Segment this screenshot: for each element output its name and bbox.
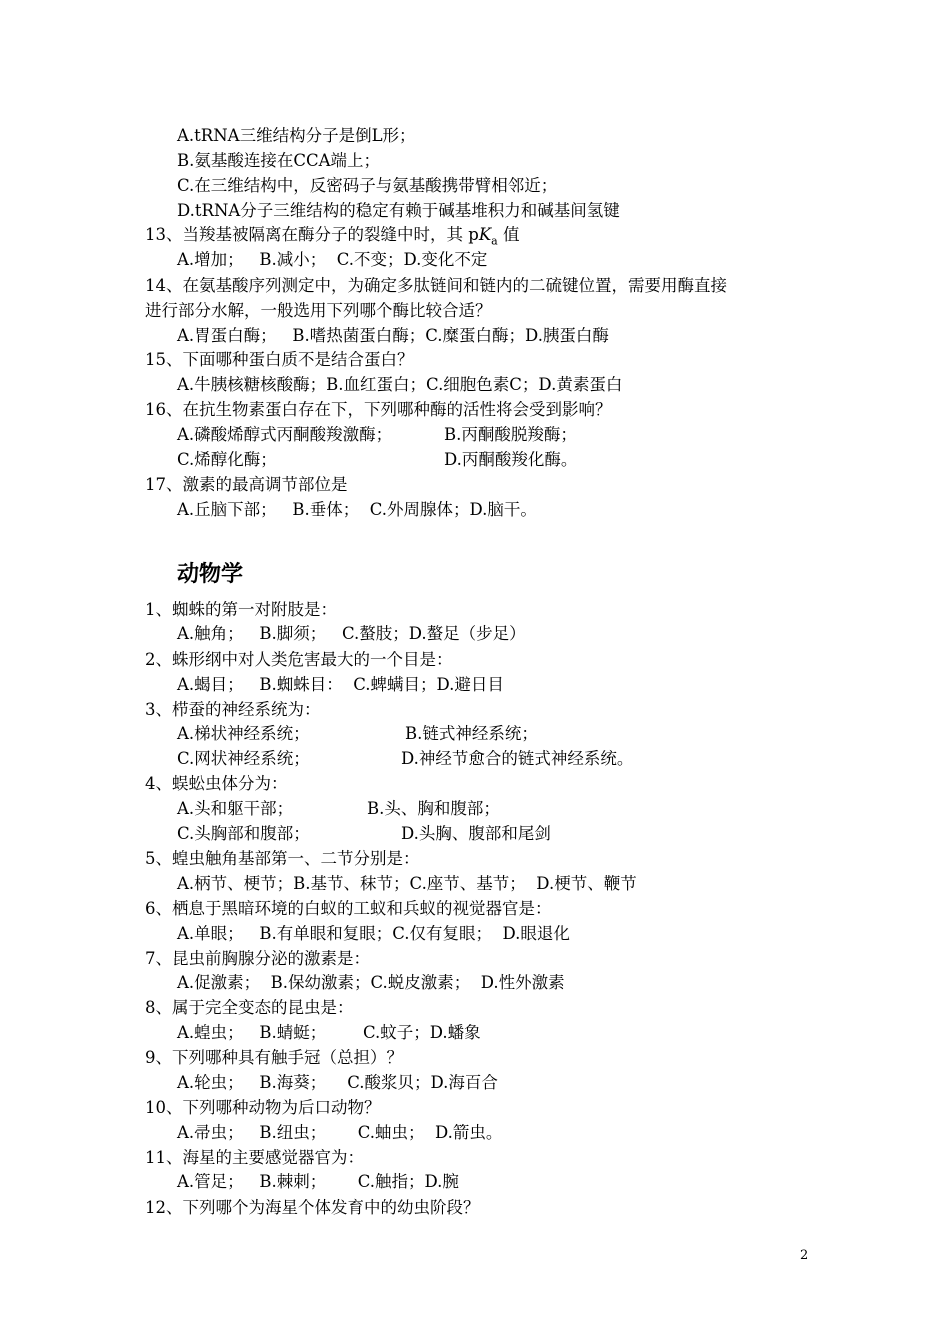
question-14-line1: 14、在氨基酸序列测定中，为确定多肽链间和链内的二硫键位置，需要用酶直接 — [145, 276, 727, 295]
zoo-question-1-options: A.触角； B.脚须； C.螯肢；D.螯足（步足） — [177, 624, 526, 643]
option-line: B.氨基酸连接在CCA端上； — [177, 151, 381, 170]
zoo-question-5-options: A.柄节、梗节；B.基节、秣节；C.座节、基节； D.梗节、鞭节 — [177, 874, 637, 893]
zoo-question-3: 3、栉蚕的神经系统为： — [145, 700, 321, 719]
zoo-question-3-option-c: C.网状神经系统； — [177, 749, 310, 768]
zoo-question-10: 10、下列哪种动物为后口动物？ — [145, 1098, 381, 1117]
zoo-question-4: 4、蜈蚣虫体分为： — [145, 774, 288, 793]
zoo-question-1: 1、蜘蛛的第一对附肢是： — [145, 600, 337, 619]
zoo-question-3-option-d: D.神经节愈合的链式神经系统。 — [401, 749, 634, 768]
zoo-question-9: 9、下列哪种具有触手冠（总担）？ — [145, 1048, 403, 1067]
zoo-question-8: 8、属于完全变态的昆虫是： — [145, 998, 354, 1017]
option-line: C.在三维结构中，反密码子与氨基酸携带臂相邻近； — [177, 176, 558, 195]
question-17-options: A.丘脑下部； B.垂体； C.外周腺体；D.脑干。 — [177, 500, 537, 519]
zoo-question-8-options: A.蝗虫； B.蜻蜓； C.蚊子；D.蟠象 — [177, 1023, 481, 1042]
zoo-question-4-option-d: D.头胸、腹部和尾剑 — [401, 824, 551, 843]
question-14-options: A.胃蛋白酶； B.嗜热菌蛋白酶；C.糜蛋白酶；D.胰蛋白酶 — [177, 326, 609, 345]
question-16-option-d: D.丙酮酸羧化酶。 — [444, 450, 578, 469]
zoo-question-3-option-a: A.梯状神经系统； — [177, 724, 310, 743]
zoo-question-4-option-c: C.头胸部和腹部； — [177, 824, 310, 843]
zoo-question-4-option-a: A.头和躯干部； — [177, 799, 294, 818]
page-number: 2 — [800, 1248, 809, 1263]
zoo-question-4-option-b: B.头、胸和腹部； — [367, 799, 500, 818]
zoo-question-6: 6、栖息于黑暗环境的白蚁的工蚁和兵蚁的视觉器官是： — [145, 899, 552, 918]
zoo-question-7-options: A.促激素； B.保幼激素；C.蜕皮激素； D.性外激素 — [177, 973, 565, 992]
section-heading: 动物学 — [177, 562, 244, 587]
question-16: 16、在抗生物素蛋白存在下，下列哪种酶的活性将会受到影响？ — [145, 400, 612, 419]
zoo-question-9-options: A.轮虫； B.海葵； C.酸浆贝；D.海百合 — [177, 1073, 498, 1092]
question-16-option-c: C.烯醇化酶； — [177, 450, 277, 469]
option-line: A.tRNA三维结构分子是倒L形； — [177, 126, 416, 145]
zoo-question-6-options: A.单眼； B.有单眼和复眼；C.仅有复眼； D.眼退化 — [177, 924, 570, 943]
question-17: 17、激素的最高调节部位是 — [145, 475, 348, 494]
zoo-question-11-options: A.管足； B.棘刺； C.触指；D.腕 — [177, 1172, 459, 1191]
question-13: 13、当羧基被隔离在酶分子的裂缝中时，其 $pK_a$ 值 — [145, 225, 520, 248]
question-13-options: A.增加； B.减小； C.不变；D.变化不定 — [177, 250, 488, 269]
option-line: D.tRNA分子三维结构的稳定有赖于碱基堆积力和碱基间氢键 — [177, 201, 620, 220]
question-15: 15、下面哪种蛋白质不是结合蛋白？ — [145, 350, 414, 369]
zoo-question-10-options: A.帚虫； B.纽虫； C.蚰虫； D.箭虫。 — [177, 1123, 503, 1142]
question-15-options: A.牛胰核糖核酸酶；B.血红蛋白；C.细胞色素C；D.黄素蛋白 — [177, 375, 623, 394]
question-16-option-b: B.丙酮酸脱羧酶； — [444, 425, 577, 444]
question-14-line2: 进行部分水解，一般选用下列哪个酶比较合适？ — [145, 301, 492, 320]
zoo-question-11: 11、海星的主要感觉器官为： — [145, 1148, 364, 1167]
zoo-question-12: 12、下列哪个为海星个体发育中的幼虫阶段？ — [145, 1198, 480, 1217]
zoo-question-2-options: A.蝎目； B.蜘蛛目： C.蜱螨目；D.避日目 — [177, 675, 504, 694]
zoo-question-3-option-b: B.链式神经系统； — [405, 724, 538, 743]
question-16-option-a: A.磷酸烯醇式丙酮酸羧激酶； — [177, 425, 393, 444]
zoo-question-7: 7、昆虫前胸腺分泌的激素是： — [145, 949, 370, 968]
zoo-question-5: 5、蝗虫触角基部第一、二节分别是： — [145, 849, 420, 868]
zoo-question-2: 2、蛛形纲中对人类危害最大的一个目是： — [145, 650, 453, 669]
